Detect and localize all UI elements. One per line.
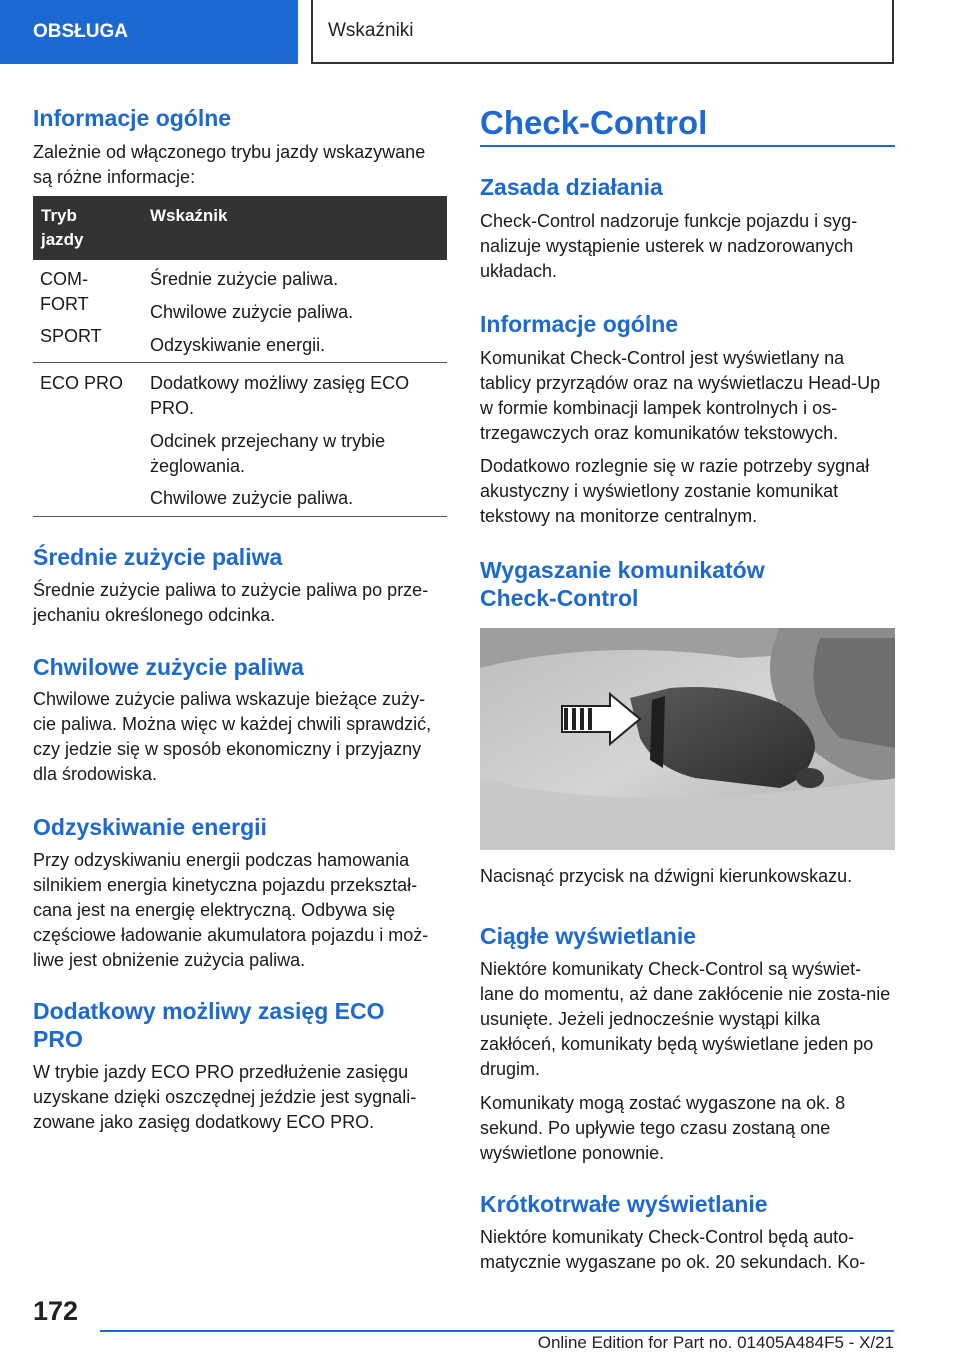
table-cell-indicator: Średnie zużycie paliwa. [150,269,339,289]
edition-note: Online Edition for Part no. 01405A484F5 - X/21 [537,1333,894,1352]
paragraph-short-display: Niektóre komunikaty Check-Control będą auto-matycznie wygaszane po ok. 20 sekundach. Ko- [480,1227,866,1272]
subsection-label: Wskaźniki [328,20,414,41]
heading-eco-pro-range: Dodatkowy możliwy zasięg ECO PRO [33,998,385,1052]
turn-signal-lever-illustration [480,628,895,850]
heading-principle: Zasada działania [480,174,663,200]
table-cell-indicator: Odcinek przejechany w trybie żeglowania. [150,431,386,476]
table-cell-indicator: Chwilowe zużycie paliwa. [150,488,354,508]
paragraph-current-consumption: Chwilowe zużycie paliwa wskazuje bieżące zuży-cie paliwa. Można więc w każdej chwili sprawdzić, czy jedzie się w sposób ekonomiczny i przyjazny dla środowiska. [33,689,432,784]
table-cell-mode-ecopro: ECO PRO [40,373,124,393]
footer-rule [100,1330,894,1332]
table-header [33,196,447,260]
intro-paragraph: Zależnie od włączonego trybu jazdy wskazywane są różne informacje: [33,142,426,187]
paragraph-general-info-1: Komunikat Check-Control jest wyświetlany na tablicy przyrządów oraz na wyświetlaczu Head-Up w formie kombinacji lampek kontrolnych i os-trzegawczych oraz komunikatów tekstowych. [480,348,881,443]
section-label: OBSŁUGA [33,21,128,42]
paragraph-average-consumption: Średnie zużycie paliwa to zużycie paliwa po prze-jechaniu określonego odcinka. [33,580,429,625]
paragraph-continuous-display-2: Komunikaty mogą zostać wygaszone na ok. 8 sekund. Po upływie tego czasu zostaną one wyświetlone ponownie. [480,1093,846,1163]
table-cell-mode-comfort: COM-FORT [40,269,89,314]
heading-general-info: Informacje ogólne [33,105,232,131]
paragraph-continuous-display-1: Niektóre komunikaty Check-Control są wyświet-lane do momentu, aż dane zakłócenie nie zosta-nie usunięte. Jeżeli jednocześnie wystąpi kilka zakłóceń, komunikaty będą wyświetlane jeden po drugim. [480,959,891,1079]
subsection-tab [311,0,894,64]
heading-current-consumption: Chwilowe zużycie paliwa [33,654,304,680]
heading-general-info-right: Informacje ogólne [480,311,679,337]
heading-average-consumption: Średnie zużycie paliwa [33,544,283,570]
heading-energy-recovery: Odzyskiwanie energii [33,814,267,840]
page-number: 172 [33,1296,79,1326]
chapter-title-rule [480,145,895,147]
table-cell-mode-sport: SPORT [40,326,102,346]
paragraph-principle: Check-Control nadzoruje funkcje pojazdu i syg-nalizuje wystąpienie usterek w nadzorowanych układach. [480,211,858,281]
paragraph-general-info-2: Dodatkowo rozlegnie się w razie potrzeby sygnał akustyczny i wyświetlony zostanie komunikat tekstowy na monitorze centralnym. [480,456,870,526]
heading-dismiss-messages: Wygaszanie komunikatów Check-Control [480,557,765,611]
paragraph-energy-recovery: Przy odzyskiwaniu energii podczas hamowania silnikiem energia kinetyczna pojazdu przekształ-cana jest na energię elektryczną. Odbywa się częściowe ładowanie akumulatora pojazdu i moż-liwe jest obniżenie zużycia paliwa. [33,850,429,970]
heading-short-display: Krótkotrwałe wyświetlanie [480,1191,768,1217]
paragraph-eco-pro-range: W trybie jazdy ECO PRO przedłużenie zasięgu uzyskane dzięki oszczędnej jeździe jest sygnali-zowane jako zasięg dodatkowy ECO PRO. [33,1062,417,1132]
chapter-title: Check-Control [480,104,708,141]
table-cell-indicator: Odzyskiwanie energii. [150,335,326,355]
table-bottom-rule [33,516,447,517]
table-cell-indicator: Chwilowe zużycie paliwa. [150,302,354,322]
table-cell-indicator: Dodatkowy możliwy zasięg ECO PRO. [150,373,410,418]
table-header-mode: Tryb jazdy [41,206,84,249]
section-tab [0,0,298,64]
lever-figure-svg [480,628,895,850]
figure-caption: Nacisnąć przycisk na dźwigni kierunkowskazu. [480,866,853,886]
table-header-indicator: Wskaźnik [150,206,228,225]
table-row-divider [33,362,447,363]
heading-continuous-display: Ciągłe wyświetlanie [480,923,697,949]
